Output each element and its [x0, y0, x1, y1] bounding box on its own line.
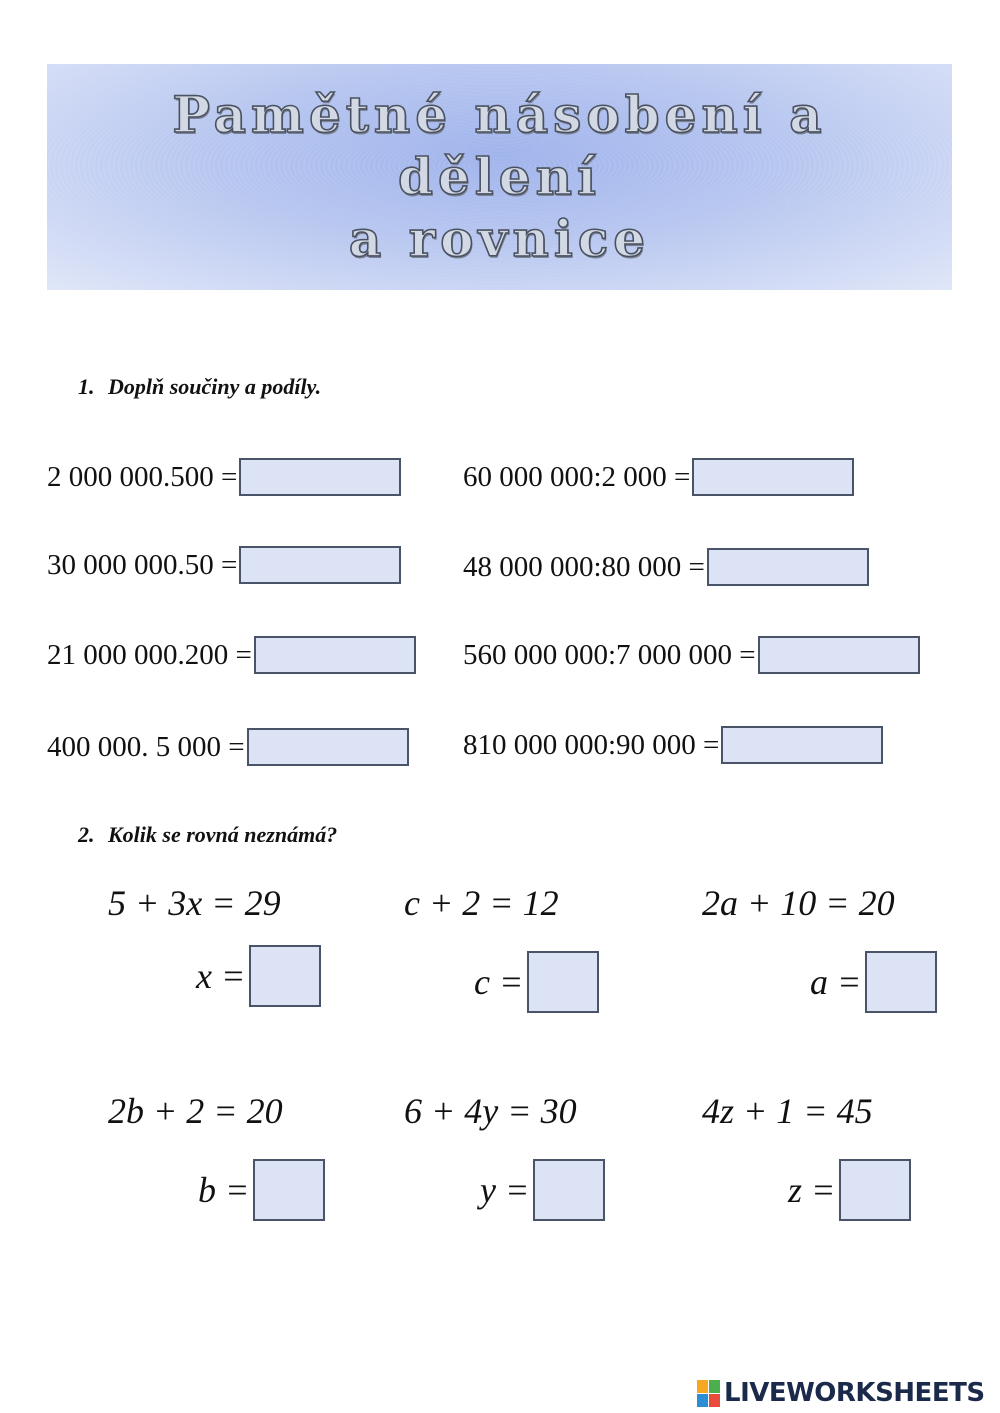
answer-box[interactable] — [707, 548, 869, 586]
logo-square — [709, 1394, 720, 1407]
answer-box[interactable] — [253, 1159, 325, 1221]
answer-box[interactable] — [758, 636, 920, 674]
answer-box[interactable] — [249, 945, 321, 1007]
variable-label: b = — [198, 1170, 250, 1210]
answer-box[interactable] — [692, 458, 854, 496]
answer-box[interactable] — [239, 458, 401, 496]
expr-text: 2 000 000.500 = — [47, 460, 238, 493]
answer-box[interactable] — [254, 636, 416, 674]
equation: 2a + 10 = 20 — [702, 883, 895, 923]
expr-text: 48 000 000:80 000 = — [463, 550, 705, 583]
variable-label: z = — [788, 1170, 836, 1210]
title-line-1: Pamětné násobení a — [172, 85, 827, 144]
expr-text: 560 000 000:7 000 000 = — [463, 638, 756, 671]
logo-square — [697, 1380, 708, 1393]
variable-label: y = — [480, 1170, 530, 1210]
variable-answer-z — [788, 1158, 911, 1222]
equation: 2b + 2 = 20 — [108, 1091, 283, 1131]
expr-text: 400 000. 5 000 = — [47, 730, 245, 763]
equation: 5 + 3x = 29 — [108, 883, 281, 923]
variable-label: c = — [474, 962, 524, 1002]
brand-name: LIVEWORKSHEETS — [724, 1378, 985, 1408]
expr-text: 21 000 000.200 = — [47, 638, 252, 671]
expr-text: 30 000 000.50 = — [47, 548, 238, 581]
expr-row-4-right — [463, 724, 883, 766]
liveworksheets-brand — [697, 1378, 985, 1408]
expr-row-3-left — [47, 634, 416, 676]
title-line-2: dělení — [398, 147, 601, 206]
expr-row-2-right — [463, 546, 869, 588]
logo-square — [709, 1380, 720, 1393]
expr-row-1-right — [463, 456, 854, 498]
title-banner — [47, 64, 952, 290]
expr-row-1-left — [47, 456, 401, 498]
expr-text: 60 000 000:2 000 = — [463, 460, 691, 493]
equation: c + 2 = 12 — [404, 883, 559, 923]
answer-box[interactable] — [527, 951, 599, 1013]
equation: 4z + 1 = 45 — [702, 1091, 873, 1131]
title-line-3: a rovnice — [348, 209, 651, 268]
equation: 6 + 4y = 30 — [404, 1091, 577, 1131]
answer-box[interactable] — [721, 726, 883, 764]
section-2-number: 2. — [78, 822, 95, 847]
variable-answer-b — [198, 1158, 325, 1222]
section-2-title: Kolik se rovná neznámá? — [108, 822, 338, 847]
variable-answer-y — [480, 1158, 605, 1222]
variable-answer-a — [810, 950, 937, 1014]
answer-box[interactable] — [239, 546, 401, 584]
answer-box[interactable] — [247, 728, 409, 766]
expr-text: 810 000 000:90 000 = — [463, 728, 720, 761]
answer-box[interactable] — [865, 951, 937, 1013]
variable-answer-x — [196, 944, 321, 1008]
answer-box[interactable] — [839, 1159, 911, 1221]
section-1-number: 1. — [78, 374, 95, 399]
variable-label: a = — [810, 962, 862, 1002]
answer-box[interactable] — [533, 1159, 605, 1221]
expr-row-3-right — [463, 634, 920, 676]
variable-answer-c — [474, 950, 599, 1014]
section-1-title: Doplň součiny a podíly. — [108, 374, 322, 399]
expr-row-4-left — [47, 726, 409, 768]
section-1-heading — [78, 374, 321, 400]
logo-square — [697, 1394, 708, 1407]
variable-label: x = — [196, 956, 246, 996]
expr-row-2-left — [47, 544, 401, 586]
section-2-heading — [78, 822, 337, 848]
liveworksheets-logo-icon — [697, 1380, 720, 1407]
